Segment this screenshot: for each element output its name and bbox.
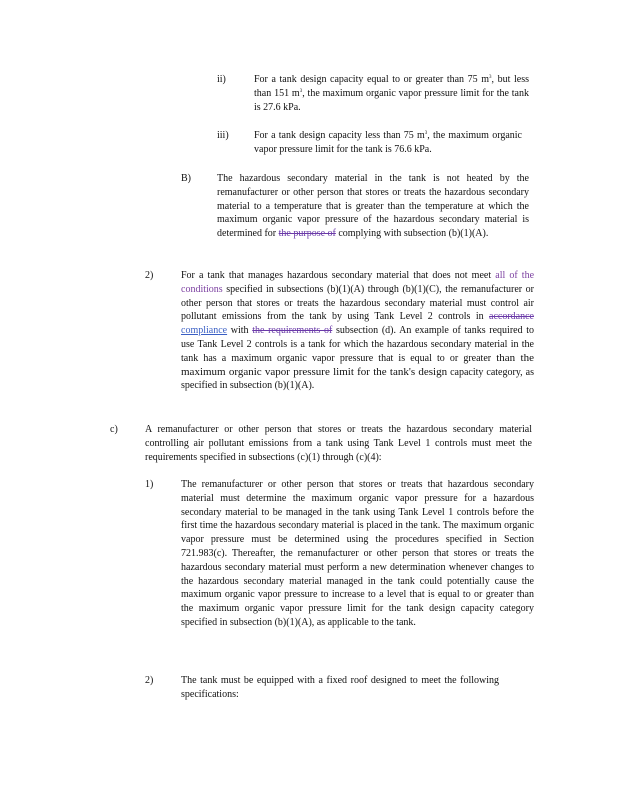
item-label-c1: 1): [145, 479, 154, 490]
item-label-iii: iii): [217, 130, 229, 141]
paragraph-iii-text: For a tank design capacity less than 75 m: [254, 130, 425, 141]
deleted-text: the purpose of: [278, 228, 336, 240]
item-label-ii: ii): [217, 74, 226, 85]
paragraph-ii-text: For a tank design capacity equal to or greater than 75 m: [254, 74, 490, 85]
paragraph-c2: The tank must be equipped with a fixed roof designed to meet the following specifications:: [181, 675, 499, 700]
paragraph-iii: [254, 129, 522, 157]
item-label-c2: 2): [145, 675, 154, 686]
paragraph-b2: [181, 269, 534, 393]
paragraph-B-text-2: complying with subsection (b)(1)(A).: [338, 228, 489, 240]
paragraph-ii-text-3: , the maximum organic vapor pressure limit for the tank is 27.6 kPa.: [254, 87, 529, 113]
paragraph-ii-text-2: , but less than 151 m: [254, 74, 529, 99]
paragraph-b2-part-1: For a tank that manages hazardous secondary material that does not meet: [181, 270, 492, 281]
paragraph-c: A remanufacturer or other person that stores or treats the hazardous secondary material controlling air pollutant emissions from a tank using Tank Level 1 controls must meet the requirements specified in subsections (c)(1) through (c)(4):: [145, 424, 532, 463]
paragraph-c1: The remanufacturer or other person that stores or treats that hazardous secondary material must determine the maximum organic vapor pressure for a hazardous secondary material to be managed in the tank using Tank Level 1 controls before the first time the hazardous secondary material is placed in the tank. The maximum organic vapor pressure must be determined using the procedures specified in Section 721.983(c). Thereafter, the remanufacturer or other person that stores or treats the hazardous secondary material must perform a new determination whenever changes to the hazardous secondary material managed in the tank could potentially cause the maximum organic vapor pressure to increase to a level that is equal to or greater than the maximum organic vapor pressure limit for the tank design capacity category specified in subsection (b)(1)(A), as applicable to the tank.: [181, 479, 534, 628]
item-label-B: B): [181, 173, 191, 184]
superscript-3: 3: [489, 75, 492, 80]
paragraph-b2-larger-text: than the maximum organic vapor pressure limit for the tank's design: [181, 351, 534, 378]
paragraph-b2-part-3: with: [230, 325, 249, 337]
paragraph-B: [217, 172, 529, 241]
item-label-b2: 2): [145, 270, 154, 281]
paragraph-ii: [254, 73, 529, 114]
paragraph-b2-part-2: specified in subsections (b)(1)(A) through (b)(1)(C), the remanufacturer or other person that stores or treats the hazardous secondary material must control air pollutant emissions from the tank by using Tank Level 2 controls in: [181, 283, 535, 323]
deleted-text: the requirements of: [252, 325, 333, 337]
inserted-text: compliance: [181, 325, 228, 337]
highlighted-text: all of the conditions: [181, 270, 535, 295]
paragraph-b2-part-5: capacity category, as specified in subsection (b)(1)(A).: [181, 366, 535, 392]
paragraph-iii-text-2: , the maximum organic vapor pressure limit for the tank is 76.6 kPa.: [254, 130, 522, 155]
superscript-3: 3: [299, 88, 303, 94]
item-label-c: c): [110, 424, 118, 435]
paragraph-b2-part-4: subsection (d). An example of tanks required to use Tank Level 2 controls is a tank for which the hazardous secondary material in the tank has a maximum organic vapor pressure that is equal to or greater: [181, 325, 535, 364]
superscript-3: 3: [424, 131, 428, 136]
paragraph-B-text: The hazardous secondary material in the tank is not heated by the remanufacturer or other person that stores or treats the hazardous secondary material to a temperature that is greater than the temperature at which the maximum organic vapor pressure of the hazardous secondary material is determined for: [217, 173, 529, 240]
deleted-text: accordance: [489, 311, 534, 323]
